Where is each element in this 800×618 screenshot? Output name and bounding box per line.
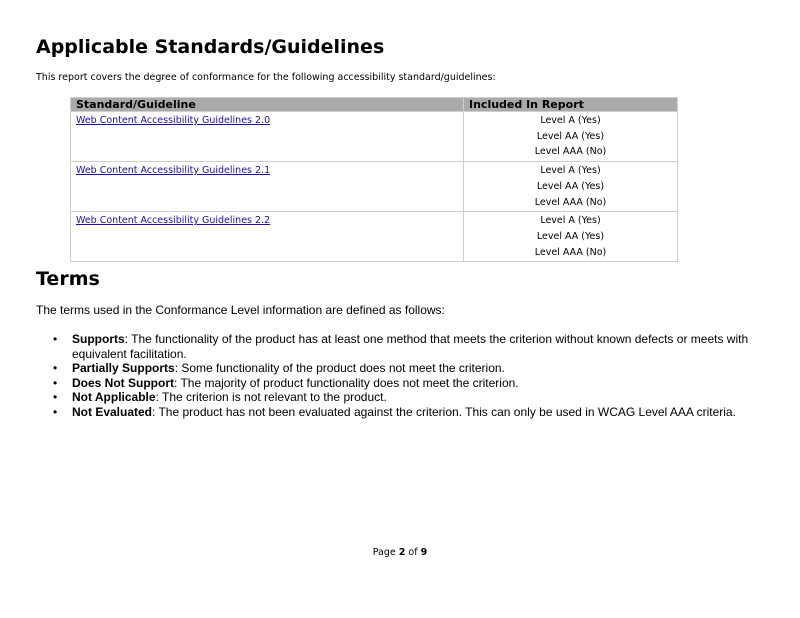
table-row	[71, 112, 678, 162]
standard-cell	[71, 112, 464, 162]
standards-table	[70, 97, 678, 262]
list-item	[36, 376, 766, 391]
header-included-in-report: Included In Report	[464, 98, 678, 112]
terms-intro-text: The terms used in the Conformance Level information are defined as follows:	[36, 303, 445, 317]
level-a-status: Level A (Yes)	[540, 215, 601, 227]
bullet-icon: •	[53, 404, 58, 419]
standard-cell	[71, 162, 464, 212]
level-aaa-status: Level AAA (No)	[534, 246, 607, 258]
bullet-icon: •	[53, 390, 58, 405]
total-pages-number: 9	[420, 547, 428, 558]
wcag-2-2-link[interactable]: Web Content Accessibility Guidelines 2.2	[76, 215, 271, 227]
terms-section-title: Terms	[36, 268, 100, 290]
standard-cell	[71, 212, 464, 262]
level-aa-status: Level AA (Yes)	[536, 180, 605, 192]
list-item	[36, 390, 766, 405]
term-name: Partially Supports	[72, 361, 175, 376]
bullet-icon: •	[53, 361, 58, 376]
term-definition: : The majority of product functionality does not meet the criterion.	[174, 375, 519, 390]
page-label: Page	[372, 547, 396, 558]
bullet-icon: •	[53, 332, 58, 346]
levels-cell	[464, 162, 678, 212]
term-definition: : Some functionality of the product does not meet the criterion.	[174, 361, 505, 376]
levels-cell	[464, 112, 678, 162]
page-footer	[0, 546, 800, 560]
bullet-icon: •	[53, 375, 58, 390]
level-a-status: Level A (Yes)	[540, 115, 601, 126]
level-a-status: Level A (Yes)	[540, 165, 601, 177]
list-item	[36, 332, 766, 361]
term-name: Not Evaluated	[72, 404, 153, 419]
term-definition: : The criterion is not relevant to the product.	[155, 390, 387, 405]
level-aaa-status: Level AAA (No)	[534, 146, 607, 158]
term-definition: : The product has not been evaluated against the criterion. This can only be used in WCAG Level AAA criteria.	[152, 404, 736, 419]
wcag-2-1-link[interactable]: Web Content Accessibility Guidelines 2.1	[76, 165, 271, 177]
term-name: Supports	[72, 332, 125, 346]
terms-list	[36, 332, 766, 420]
current-page-number: 2	[398, 547, 406, 558]
standards-section-title: Applicable Standards/Guidelines	[36, 36, 385, 58]
term-definition: : The functionality of the product has at least one method that meets the criterion without known defects or meets with equivalent facilitation.	[72, 332, 749, 361]
list-item	[36, 405, 766, 420]
standards-table-header-row	[71, 98, 678, 112]
list-item	[36, 361, 766, 376]
term-name: Not Applicable	[72, 390, 156, 405]
wcag-2-0-link[interactable]: Web Content Accessibility Guidelines 2.0	[76, 115, 271, 126]
term-name: Does Not Support	[72, 375, 174, 390]
of-label: of	[408, 547, 418, 558]
level-aa-status: Level AA (Yes)	[536, 230, 605, 242]
levels-cell	[464, 212, 678, 262]
level-aa-status: Level AA (Yes)	[536, 130, 605, 142]
standards-intro-text: This report covers the degree of conformance for the following accessibility standard/guidelines:	[36, 72, 496, 83]
table-row	[71, 212, 678, 262]
table-row	[71, 162, 678, 212]
level-aaa-status: Level AAA (No)	[534, 196, 607, 208]
header-standard-guideline: Standard/Guideline	[71, 98, 464, 112]
